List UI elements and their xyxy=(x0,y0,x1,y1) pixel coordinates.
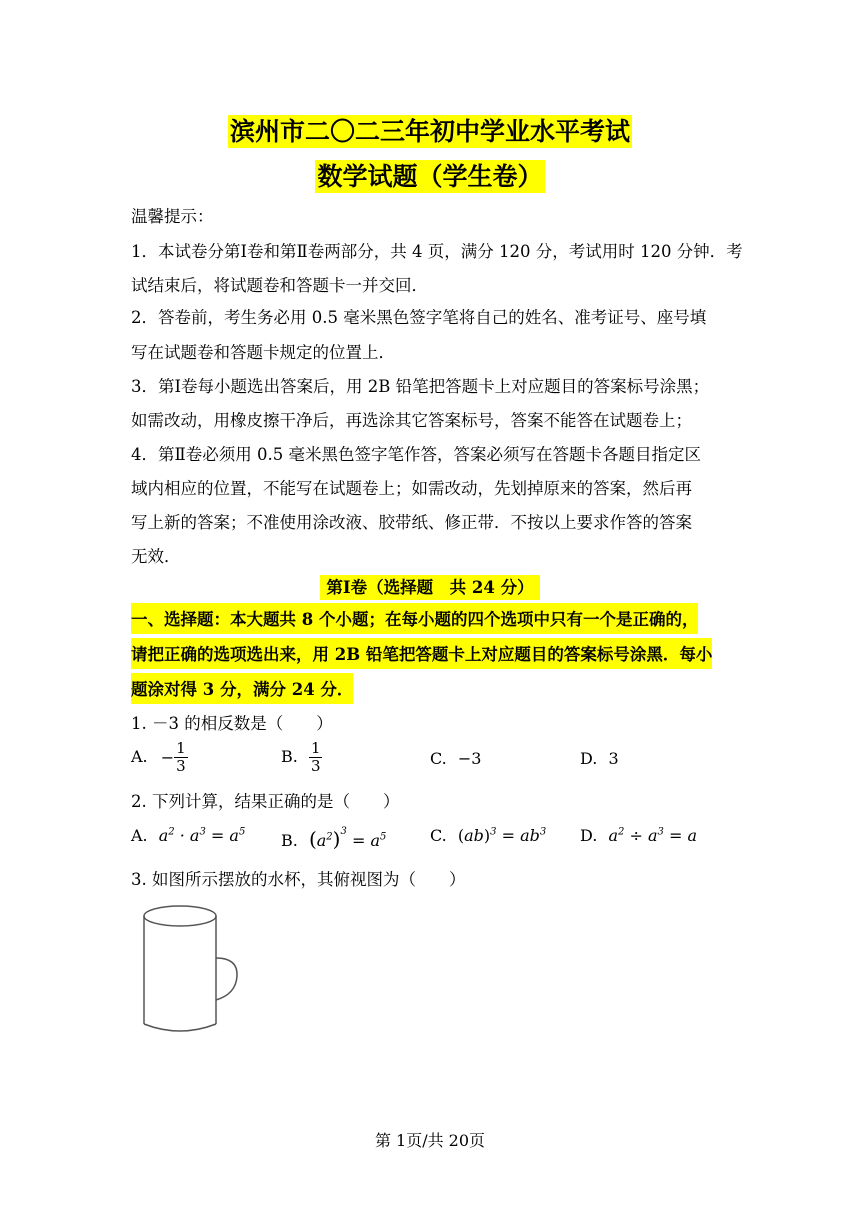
question-1-option-a: A. − $\frac{1}{3}$ xyxy=(131,739,186,775)
question-2-option-b: B. $(a^2)^3 = a^5$ xyxy=(281,826,387,851)
tip-line: 试结束后，将试题卷和答题卡一并交回． xyxy=(131,276,428,295)
section-heading: 第Ⅰ卷（选择题 共 24 分） xyxy=(0,574,860,598)
question-2-stem: 2. 下列计算，结果正确的是（ ） xyxy=(131,792,400,811)
cup-handle xyxy=(216,958,237,1000)
page-footer: 第 1页/共 20页 xyxy=(374,1131,486,1150)
tip-line: 2．答卷前，考生务必用 0.5 毫米黑色签字笔将自己的姓名、准考证号、座号填 xyxy=(131,308,707,327)
question-1-stem: 1. －3 的相反数是（ ） xyxy=(131,714,333,733)
question-2-option-c: C. $(ab)^3 = ab^3$ xyxy=(430,826,547,845)
cup-rim xyxy=(144,906,216,926)
fraction: $\frac{1}{3}$ xyxy=(310,739,321,775)
fraction: $\frac{1}{3}$ xyxy=(176,739,186,775)
question-3-stem: 3. 如图所示摆放的水杯，其俯视图为（ ） xyxy=(131,870,466,889)
question-1-option-d: D. 3 xyxy=(580,749,619,768)
question-1-option-b: B. $\frac{1}{3}$ xyxy=(281,739,321,775)
math-expression: $a^2 \div a^3 = a$ xyxy=(608,826,697,845)
tip-line: 域内相应的位置，不能写在试题卷上；如需改动，先划掉原来的答案，然后再 xyxy=(131,479,692,498)
tip-line: 写在试题卷和答题卡规定的位置上． xyxy=(131,343,395,362)
question-2-option-a: A. $a^2 \cdot a^3 = a^5$ xyxy=(131,826,246,845)
math-expression: $(ab)^3 = ab^3$ xyxy=(457,826,547,845)
exam-subtitle: 数学试题（学生卷） xyxy=(317,162,543,191)
tip-line: 4．第Ⅱ卷必须用 0.5 毫米黑色签字笔作答，答案必须写在答题卡各题目指定区 xyxy=(131,445,701,464)
section-instruction: 题涂对得 3 分，满分 24 分． xyxy=(131,673,353,704)
exam-title: 滨州市二〇二三年初中学业水平考试 xyxy=(229,117,630,146)
tip-line: 1．本试卷分第Ⅰ卷和第Ⅱ卷两部分，共 4 页，满分 120 分，考试用时 120 分钟．考 xyxy=(131,242,743,261)
section-instruction: 一、选择题：本大题共 8 个小题；在每小题的四个选项中只有一个是正确的， xyxy=(131,603,698,634)
tips-heading: 温馨提示： xyxy=(131,207,214,226)
cup-figure xyxy=(138,900,248,1040)
tip-line: 3．第Ⅰ卷每小题选出答案后，用 2B 铅笔把答题卡上对应题目的答案标号涂黑； xyxy=(131,377,710,396)
tip-line: 如需改动，用橡皮擦干净后，再选涂其它答案标号，答案不能答在试题卷上； xyxy=(131,411,692,430)
math-expression: $a^2 \cdot a^3 = a^5$ xyxy=(158,826,246,845)
tip-line: 无效． xyxy=(131,547,181,566)
math-expression: $(a^2)^3 = a^5$ xyxy=(308,826,387,851)
section-instruction: 请把正确的选项选出来，用 2B 铅笔把答题卡上对应题目的答案标号涂黑．每小 xyxy=(131,638,712,669)
cup-base xyxy=(144,1024,216,1031)
question-2-option-d: D. $a^2 \div a^3 = a$ xyxy=(580,826,697,845)
tip-line: 写上新的答案；不准使用涂改液、胶带纸、修正带．不按以上要求作答的答案 xyxy=(131,513,692,532)
question-1-option-c: C. −3 xyxy=(430,749,482,768)
